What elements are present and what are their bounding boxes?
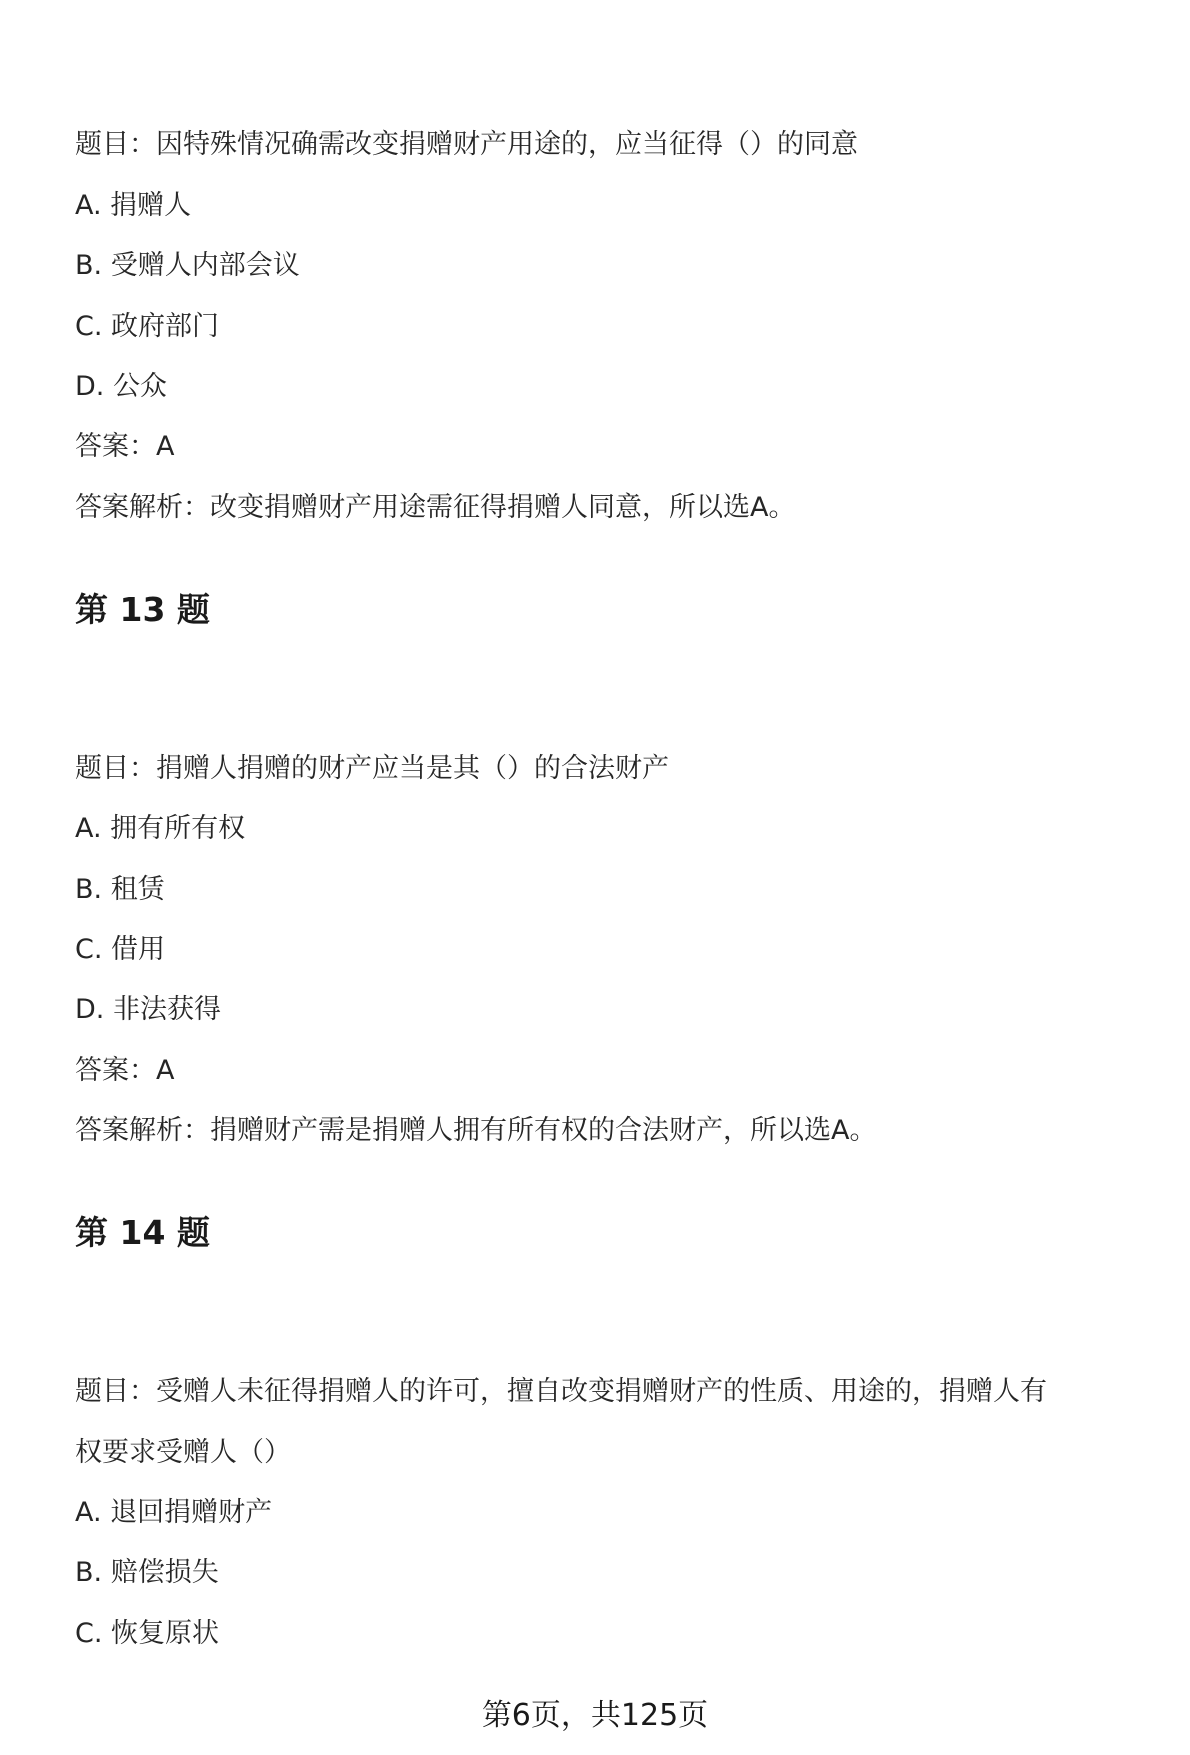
q14-option-b: B. 赔偿损失 <box>75 1557 219 1588</box>
q13-answer: 答案：A <box>75 1055 175 1086</box>
q12-option-c: C. 政府部门 <box>75 311 220 342</box>
q12-answer: 答案：A <box>75 431 175 462</box>
q14-question-line1: 题目：受赠人未征得捐赠人的许可，擅自改变捐赠财产的性质、用途的，捐赠人有 <box>75 1376 1047 1407</box>
q14-option-c: C. 恢复原状 <box>75 1618 220 1649</box>
q14-question-line2: 权要求受赠人（） <box>75 1437 291 1468</box>
q12-question: 题目：因特殊情况确需改变捐赠财产用途的，应当征得（）的同意 <box>75 129 858 160</box>
q12-explanation: 答案解析：改变捐赠财产用途需征得捐赠人同意，所以选A。 <box>75 492 796 523</box>
q14-option-a: A. 退回捐赠财产 <box>75 1497 273 1528</box>
q12-option-d: D. 公众 <box>75 371 167 402</box>
page-number-footer: 第6页，共125页 <box>481 1698 709 1733</box>
q13-option-a: A. 拥有所有权 <box>75 813 246 844</box>
q13-option-d: D. 非法获得 <box>75 994 221 1025</box>
q13-explanation: 答案解析：捐赠财产需是捐赠人拥有所有权的合法财产，所以选A。 <box>75 1115 877 1146</box>
q13-question: 题目：捐赠人捐赠的财产应当是其（）的合法财产 <box>75 753 669 784</box>
q13-option-c: C. 借用 <box>75 934 166 965</box>
q14-heading: 第 14 题 <box>75 1213 210 1252</box>
q13-option-b: B. 租赁 <box>75 874 165 905</box>
q13-heading: 第 13 题 <box>75 590 210 629</box>
q12-option-a: A. 捐赠人 <box>75 190 192 221</box>
q12-option-b: B. 受赠人内部会议 <box>75 250 300 281</box>
